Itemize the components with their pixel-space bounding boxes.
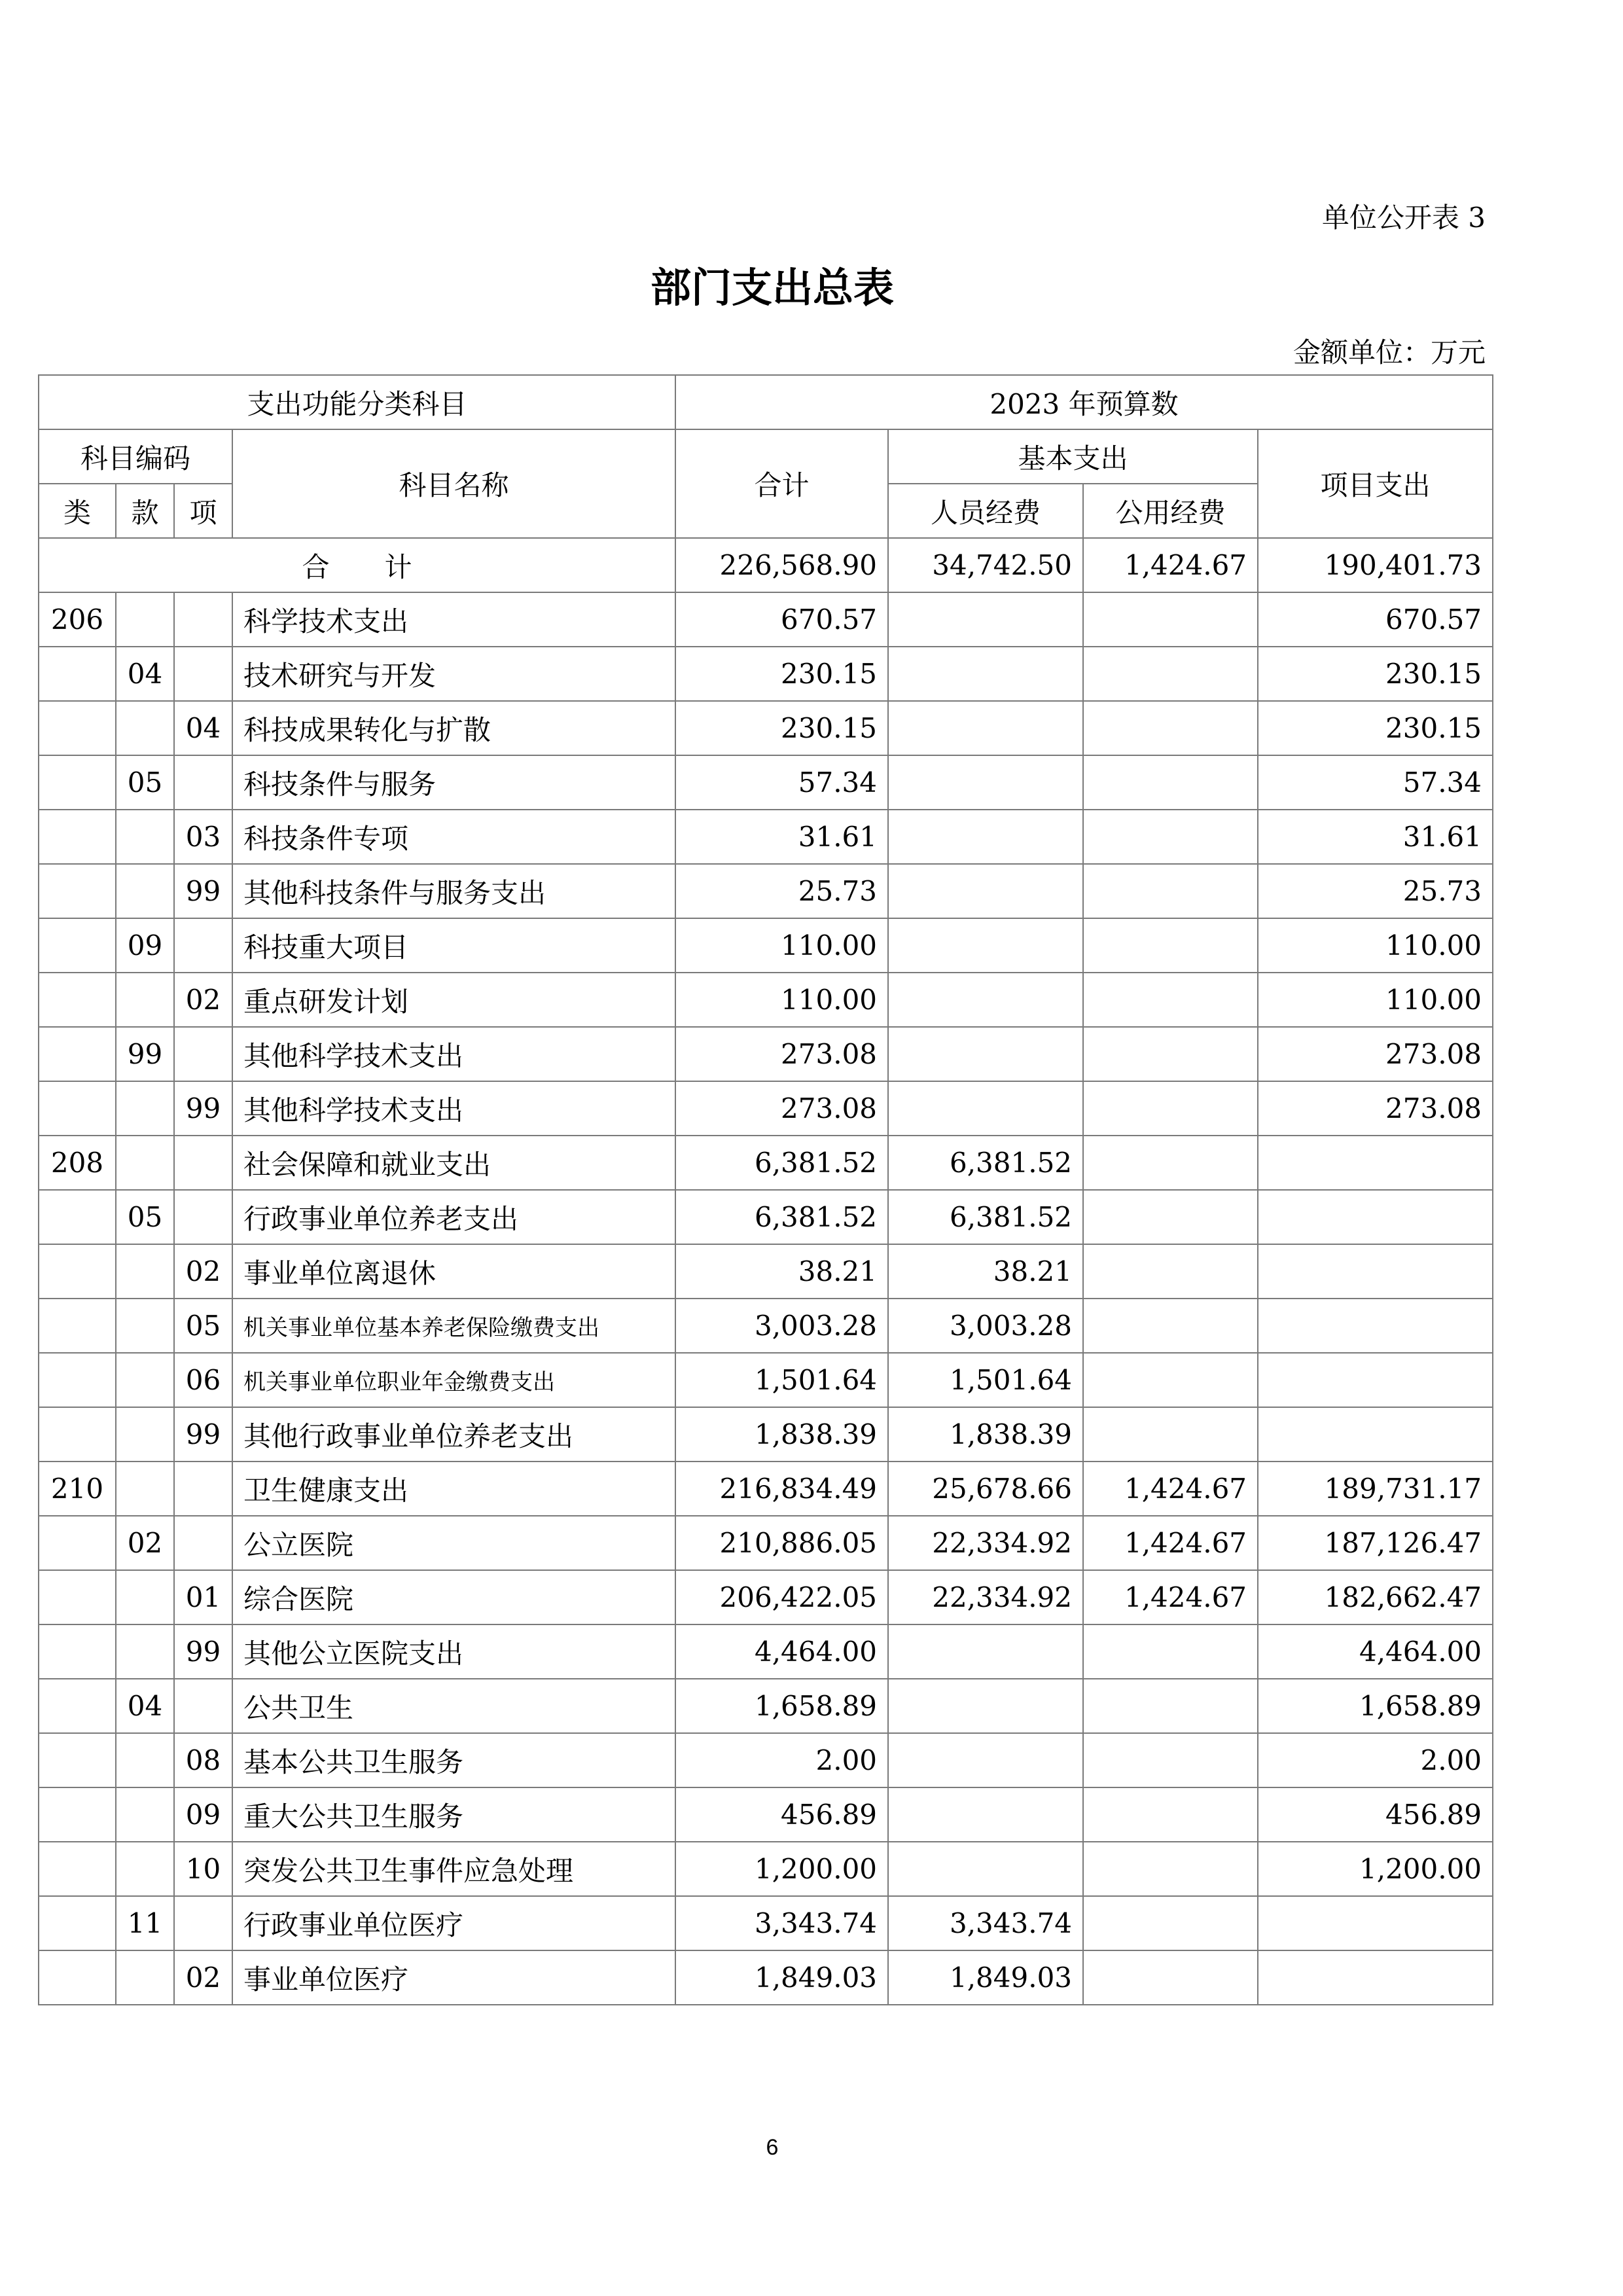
cell-personnel: [888, 973, 1083, 1027]
cell-subject-name: 科技成果转化与扩散: [232, 701, 675, 755]
cell-subject-name: 科技重大项目: [232, 918, 675, 973]
cell-xiang: 04: [174, 701, 232, 755]
cell-personnel: [888, 918, 1083, 973]
cell-personnel: [888, 592, 1083, 647]
table-row: [39, 647, 1493, 701]
cell-public: [1083, 1733, 1258, 1787]
cell-lei: [39, 1027, 116, 1081]
cell-personnel: [888, 1081, 1083, 1136]
header-lei: 类: [39, 484, 116, 538]
cell-total: 1,849.03: [675, 1950, 888, 2005]
cell-xiang: 99: [174, 864, 232, 918]
cell-project: 4,464.00: [1258, 1624, 1493, 1679]
cell-subject-name: 公立医院: [232, 1516, 675, 1570]
table-row: [39, 918, 1493, 973]
cell-public: [1083, 1081, 1258, 1136]
total-personnel: 34,742.50: [888, 538, 1083, 592]
cell-public: 1,424.67: [1083, 1462, 1258, 1516]
header-subject-code: 科目编码: [39, 429, 232, 484]
table-row: [39, 1027, 1493, 1081]
cell-lei: [39, 1733, 116, 1787]
cell-lei: [39, 1516, 116, 1570]
cell-lei: [39, 918, 116, 973]
cell-lei: 206: [39, 592, 116, 647]
total-row: [39, 538, 1493, 592]
cell-project: 1,658.89: [1258, 1679, 1493, 1733]
cell-xiang: 99: [174, 1081, 232, 1136]
cell-total: 230.15: [675, 647, 888, 701]
header-personnel-cost: 人员经费: [888, 484, 1083, 538]
cell-public: [1083, 1353, 1258, 1407]
header-kuan: 款: [116, 484, 174, 538]
cell-kuan: [116, 1462, 174, 1516]
page-number: 6: [766, 2135, 779, 2160]
header-xiang: 项: [174, 484, 232, 538]
table-row: [39, 1462, 1493, 1516]
cell-xiang: [174, 647, 232, 701]
table-row: [39, 810, 1493, 864]
table-row: [39, 1136, 1493, 1190]
cell-public: [1083, 1842, 1258, 1896]
cell-xiang: 06: [174, 1353, 232, 1407]
cell-kuan: 04: [116, 1679, 174, 1733]
header-public-cost: 公用经费: [1083, 484, 1258, 538]
cell-public: 1,424.67: [1083, 1570, 1258, 1624]
cell-xiang: 10: [174, 1842, 232, 1896]
cell-subject-name: 其他科学技术支出: [232, 1027, 675, 1081]
cell-personnel: 22,334.92: [888, 1516, 1083, 1570]
form-code: 单位公开表 3: [1321, 202, 1486, 234]
cell-project: 189,731.17: [1258, 1462, 1493, 1516]
cell-personnel: [888, 1787, 1083, 1842]
cell-subject-name: 科学技术支出: [232, 592, 675, 647]
header-basic-expenditure: 基本支出: [888, 429, 1258, 484]
cell-total: 456.89: [675, 1787, 888, 1842]
cell-lei: [39, 973, 116, 1027]
cell-personnel: [888, 1679, 1083, 1733]
cell-lei: [39, 1299, 116, 1353]
table-row: [39, 1190, 1493, 1244]
cell-kuan: [116, 1842, 174, 1896]
table-row: [39, 1353, 1493, 1407]
table-row: [39, 1624, 1493, 1679]
cell-total: 670.57: [675, 592, 888, 647]
cell-kuan: [116, 1787, 174, 1842]
cell-project: 57.34: [1258, 755, 1493, 810]
table-row: [39, 1896, 1493, 1950]
cell-xiang: [174, 1136, 232, 1190]
cell-subject-name: 科技条件专项: [232, 810, 675, 864]
cell-kuan: [116, 1244, 174, 1299]
cell-project: 31.61: [1258, 810, 1493, 864]
cell-xiang: 99: [174, 1624, 232, 1679]
cell-lei: 210: [39, 1462, 116, 1516]
cell-public: [1083, 701, 1258, 755]
cell-project: [1258, 1407, 1493, 1462]
amount-unit: 金额单位：万元: [1293, 336, 1486, 368]
table-row: [39, 1407, 1493, 1462]
cell-project: 456.89: [1258, 1787, 1493, 1842]
cell-personnel: 22,334.92: [888, 1570, 1083, 1624]
cell-lei: [39, 1842, 116, 1896]
cell-lei: [39, 810, 116, 864]
cell-lei: [39, 1896, 116, 1950]
cell-total: 216,834.49: [675, 1462, 888, 1516]
cell-subject-name: 事业单位离退休: [232, 1244, 675, 1299]
cell-project: [1258, 1244, 1493, 1299]
cell-public: 1,424.67: [1083, 1516, 1258, 1570]
cell-lei: [39, 1244, 116, 1299]
cell-subject-name: 社会保障和就业支出: [232, 1136, 675, 1190]
cell-subject-name: 重点研发计划: [232, 973, 675, 1027]
cell-total: 6,381.52: [675, 1136, 888, 1190]
table-row: [39, 592, 1493, 647]
cell-subject-name: 技术研究与开发: [232, 647, 675, 701]
table-row: [39, 1787, 1493, 1842]
cell-xiang: 05: [174, 1299, 232, 1353]
cell-public: [1083, 1244, 1258, 1299]
cell-xiang: 02: [174, 1950, 232, 2005]
cell-project: 187,126.47: [1258, 1516, 1493, 1570]
cell-kuan: [116, 1570, 174, 1624]
cell-public: [1083, 973, 1258, 1027]
cell-personnel: 6,381.52: [888, 1136, 1083, 1190]
cell-personnel: 1,849.03: [888, 1950, 1083, 2005]
cell-kuan: [116, 1353, 174, 1407]
cell-kuan: 04: [116, 647, 174, 701]
cell-subject-name: 其他科技条件与服务支出: [232, 864, 675, 918]
cell-lei: [39, 1950, 116, 2005]
cell-total: 230.15: [675, 701, 888, 755]
cell-personnel: 6,381.52: [888, 1190, 1083, 1244]
cell-kuan: [116, 1299, 174, 1353]
cell-project: 1,200.00: [1258, 1842, 1493, 1896]
cell-subject-name: 机关事业单位基本养老保险缴费支出: [232, 1299, 675, 1353]
cell-public: [1083, 1679, 1258, 1733]
cell-subject-name: 重大公共卫生服务: [232, 1787, 675, 1842]
cell-project: 230.15: [1258, 647, 1493, 701]
cell-kuan: [116, 701, 174, 755]
table-row: [39, 755, 1493, 810]
cell-total: 273.08: [675, 1081, 888, 1136]
cell-subject-name: 卫生健康支出: [232, 1462, 675, 1516]
cell-public: [1083, 918, 1258, 973]
cell-personnel: 3,003.28: [888, 1299, 1083, 1353]
cell-xiang: [174, 592, 232, 647]
cell-kuan: [116, 1733, 174, 1787]
cell-public: [1083, 1624, 1258, 1679]
table-row: [39, 864, 1493, 918]
cell-kuan: [116, 1624, 174, 1679]
cell-personnel: 1,501.64: [888, 1353, 1083, 1407]
cell-public: [1083, 592, 1258, 647]
cell-xiang: [174, 1896, 232, 1950]
cell-total: 1,200.00: [675, 1842, 888, 1896]
cell-project: 273.08: [1258, 1027, 1493, 1081]
cell-public: [1083, 1027, 1258, 1081]
cell-project: 230.15: [1258, 701, 1493, 755]
cell-public: [1083, 1136, 1258, 1190]
cell-xiang: [174, 1516, 232, 1570]
cell-total: 3,343.74: [675, 1896, 888, 1950]
cell-subject-name: 其他行政事业单位养老支出: [232, 1407, 675, 1462]
cell-total: 1,658.89: [675, 1679, 888, 1733]
cell-total: 210,886.05: [675, 1516, 888, 1570]
cell-personnel: [888, 810, 1083, 864]
cell-total: 38.21: [675, 1244, 888, 1299]
header-project-expenditure: 项目支出: [1258, 429, 1493, 538]
cell-subject-name: 行政事业单位医疗: [232, 1896, 675, 1950]
cell-xiang: 02: [174, 1244, 232, 1299]
cell-subject-name: 综合医院: [232, 1570, 675, 1624]
cell-personnel: [888, 1842, 1083, 1896]
cell-subject-name: 突发公共卫生事件应急处理: [232, 1842, 675, 1896]
cell-project: 25.73: [1258, 864, 1493, 918]
cell-public: [1083, 647, 1258, 701]
table-row: [39, 1244, 1493, 1299]
cell-kuan: [116, 1136, 174, 1190]
cell-lei: 208: [39, 1136, 116, 1190]
table-row: [39, 1299, 1493, 1353]
header-subject-name: 科目名称: [232, 429, 675, 538]
cell-lei: [39, 701, 116, 755]
table-row: [39, 701, 1493, 755]
cell-total: 110.00: [675, 973, 888, 1027]
header-budget-year: 2023 年预算数: [675, 375, 1493, 429]
table-row: [39, 1733, 1493, 1787]
cell-xiang: 01: [174, 1570, 232, 1624]
table-row: [39, 1950, 1493, 2005]
table-row: [39, 973, 1493, 1027]
cell-xiang: 03: [174, 810, 232, 864]
cell-subject-name: 基本公共卫生服务: [232, 1733, 675, 1787]
cell-subject-name: 机关事业单位职业年金缴费支出: [232, 1353, 675, 1407]
cell-project: [1258, 1353, 1493, 1407]
cell-kuan: [116, 1407, 174, 1462]
cell-project: 182,662.47: [1258, 1570, 1493, 1624]
table-row: [39, 1570, 1493, 1624]
cell-xiang: [174, 1679, 232, 1733]
cell-personnel: [888, 1027, 1083, 1081]
cell-lei: [39, 1353, 116, 1407]
cell-public: [1083, 1787, 1258, 1842]
cell-public: [1083, 1299, 1258, 1353]
page-title: 部门支出总表: [650, 264, 894, 312]
cell-project: 670.57: [1258, 592, 1493, 647]
cell-lei: [39, 1624, 116, 1679]
cell-xiang: 08: [174, 1733, 232, 1787]
header-total: 合计: [675, 429, 888, 538]
cell-personnel: 3,343.74: [888, 1896, 1083, 1950]
cell-lei: [39, 1407, 116, 1462]
cell-kuan: [116, 1950, 174, 2005]
cell-xiang: 99: [174, 1407, 232, 1462]
cell-lei: [39, 1787, 116, 1842]
cell-project: [1258, 1950, 1493, 2005]
cell-personnel: [888, 701, 1083, 755]
cell-kuan: 99: [116, 1027, 174, 1081]
cell-personnel: [888, 647, 1083, 701]
header-function-category: 支出功能分类科目: [39, 375, 675, 429]
cell-subject-name: 事业单位医疗: [232, 1950, 675, 2005]
cell-total: 6,381.52: [675, 1190, 888, 1244]
cell-kuan: 05: [116, 755, 174, 810]
cell-subject-name: 公共卫生: [232, 1679, 675, 1733]
cell-subject-name: 科技条件与服务: [232, 755, 675, 810]
cell-personnel: [888, 864, 1083, 918]
cell-total: 206,422.05: [675, 1570, 888, 1624]
cell-personnel: 25,678.66: [888, 1462, 1083, 1516]
total-public: 1,424.67: [1083, 538, 1258, 592]
cell-public: [1083, 755, 1258, 810]
cell-total: 4,464.00: [675, 1624, 888, 1679]
cell-personnel: 38.21: [888, 1244, 1083, 1299]
cell-project: [1258, 1299, 1493, 1353]
cell-project: 273.08: [1258, 1081, 1493, 1136]
cell-public: [1083, 864, 1258, 918]
cell-public: [1083, 1896, 1258, 1950]
cell-lei: [39, 755, 116, 810]
cell-kuan: 09: [116, 918, 174, 973]
cell-xiang: [174, 1027, 232, 1081]
cell-total: 3,003.28: [675, 1299, 888, 1353]
cell-kuan: [116, 973, 174, 1027]
cell-personnel: [888, 1624, 1083, 1679]
table-row: [39, 1842, 1493, 1896]
cell-public: [1083, 1407, 1258, 1462]
cell-kuan: 05: [116, 1190, 174, 1244]
cell-xiang: [174, 1462, 232, 1516]
cell-project: 110.00: [1258, 973, 1493, 1027]
cell-total: 273.08: [675, 1027, 888, 1081]
cell-personnel: 1,838.39: [888, 1407, 1083, 1462]
cell-total: 2.00: [675, 1733, 888, 1787]
cell-project: [1258, 1190, 1493, 1244]
cell-subject-name: 行政事业单位养老支出: [232, 1190, 675, 1244]
cell-project: 2.00: [1258, 1733, 1493, 1787]
cell-lei: [39, 1081, 116, 1136]
cell-project: [1258, 1896, 1493, 1950]
cell-personnel: [888, 755, 1083, 810]
cell-lei: [39, 647, 116, 701]
cell-total: 31.61: [675, 810, 888, 864]
cell-xiang: [174, 1190, 232, 1244]
cell-lei: [39, 864, 116, 918]
cell-kuan: [116, 864, 174, 918]
cell-public: [1083, 1190, 1258, 1244]
cell-kuan: [116, 592, 174, 647]
cell-xiang: [174, 755, 232, 810]
cell-project: 110.00: [1258, 918, 1493, 973]
cell-subject-name: 其他公立医院支出: [232, 1624, 675, 1679]
expenditure-table: [38, 374, 1493, 2005]
cell-lei: [39, 1190, 116, 1244]
total-amount: 226,568.90: [675, 538, 888, 592]
cell-xiang: 02: [174, 973, 232, 1027]
cell-public: [1083, 810, 1258, 864]
cell-kuan: [116, 810, 174, 864]
cell-lei: [39, 1679, 116, 1733]
table-row: [39, 1081, 1493, 1136]
cell-total: 57.34: [675, 755, 888, 810]
table-row: [39, 1679, 1493, 1733]
cell-kuan: 11: [116, 1896, 174, 1950]
total-project: 190,401.73: [1258, 538, 1493, 592]
cell-public: [1083, 1950, 1258, 2005]
cell-total: 1,838.39: [675, 1407, 888, 1462]
cell-kuan: 02: [116, 1516, 174, 1570]
cell-total: 25.73: [675, 864, 888, 918]
cell-total: 110.00: [675, 918, 888, 973]
total-label: 合 计: [39, 538, 675, 592]
table-row: [39, 1516, 1493, 1570]
cell-lei: [39, 1570, 116, 1624]
cell-xiang: [174, 918, 232, 973]
cell-kuan: [116, 1081, 174, 1136]
cell-personnel: [888, 1733, 1083, 1787]
cell-subject-name: 其他科学技术支出: [232, 1081, 675, 1136]
cell-xiang: 09: [174, 1787, 232, 1842]
cell-project: [1258, 1136, 1493, 1190]
cell-total: 1,501.64: [675, 1353, 888, 1407]
